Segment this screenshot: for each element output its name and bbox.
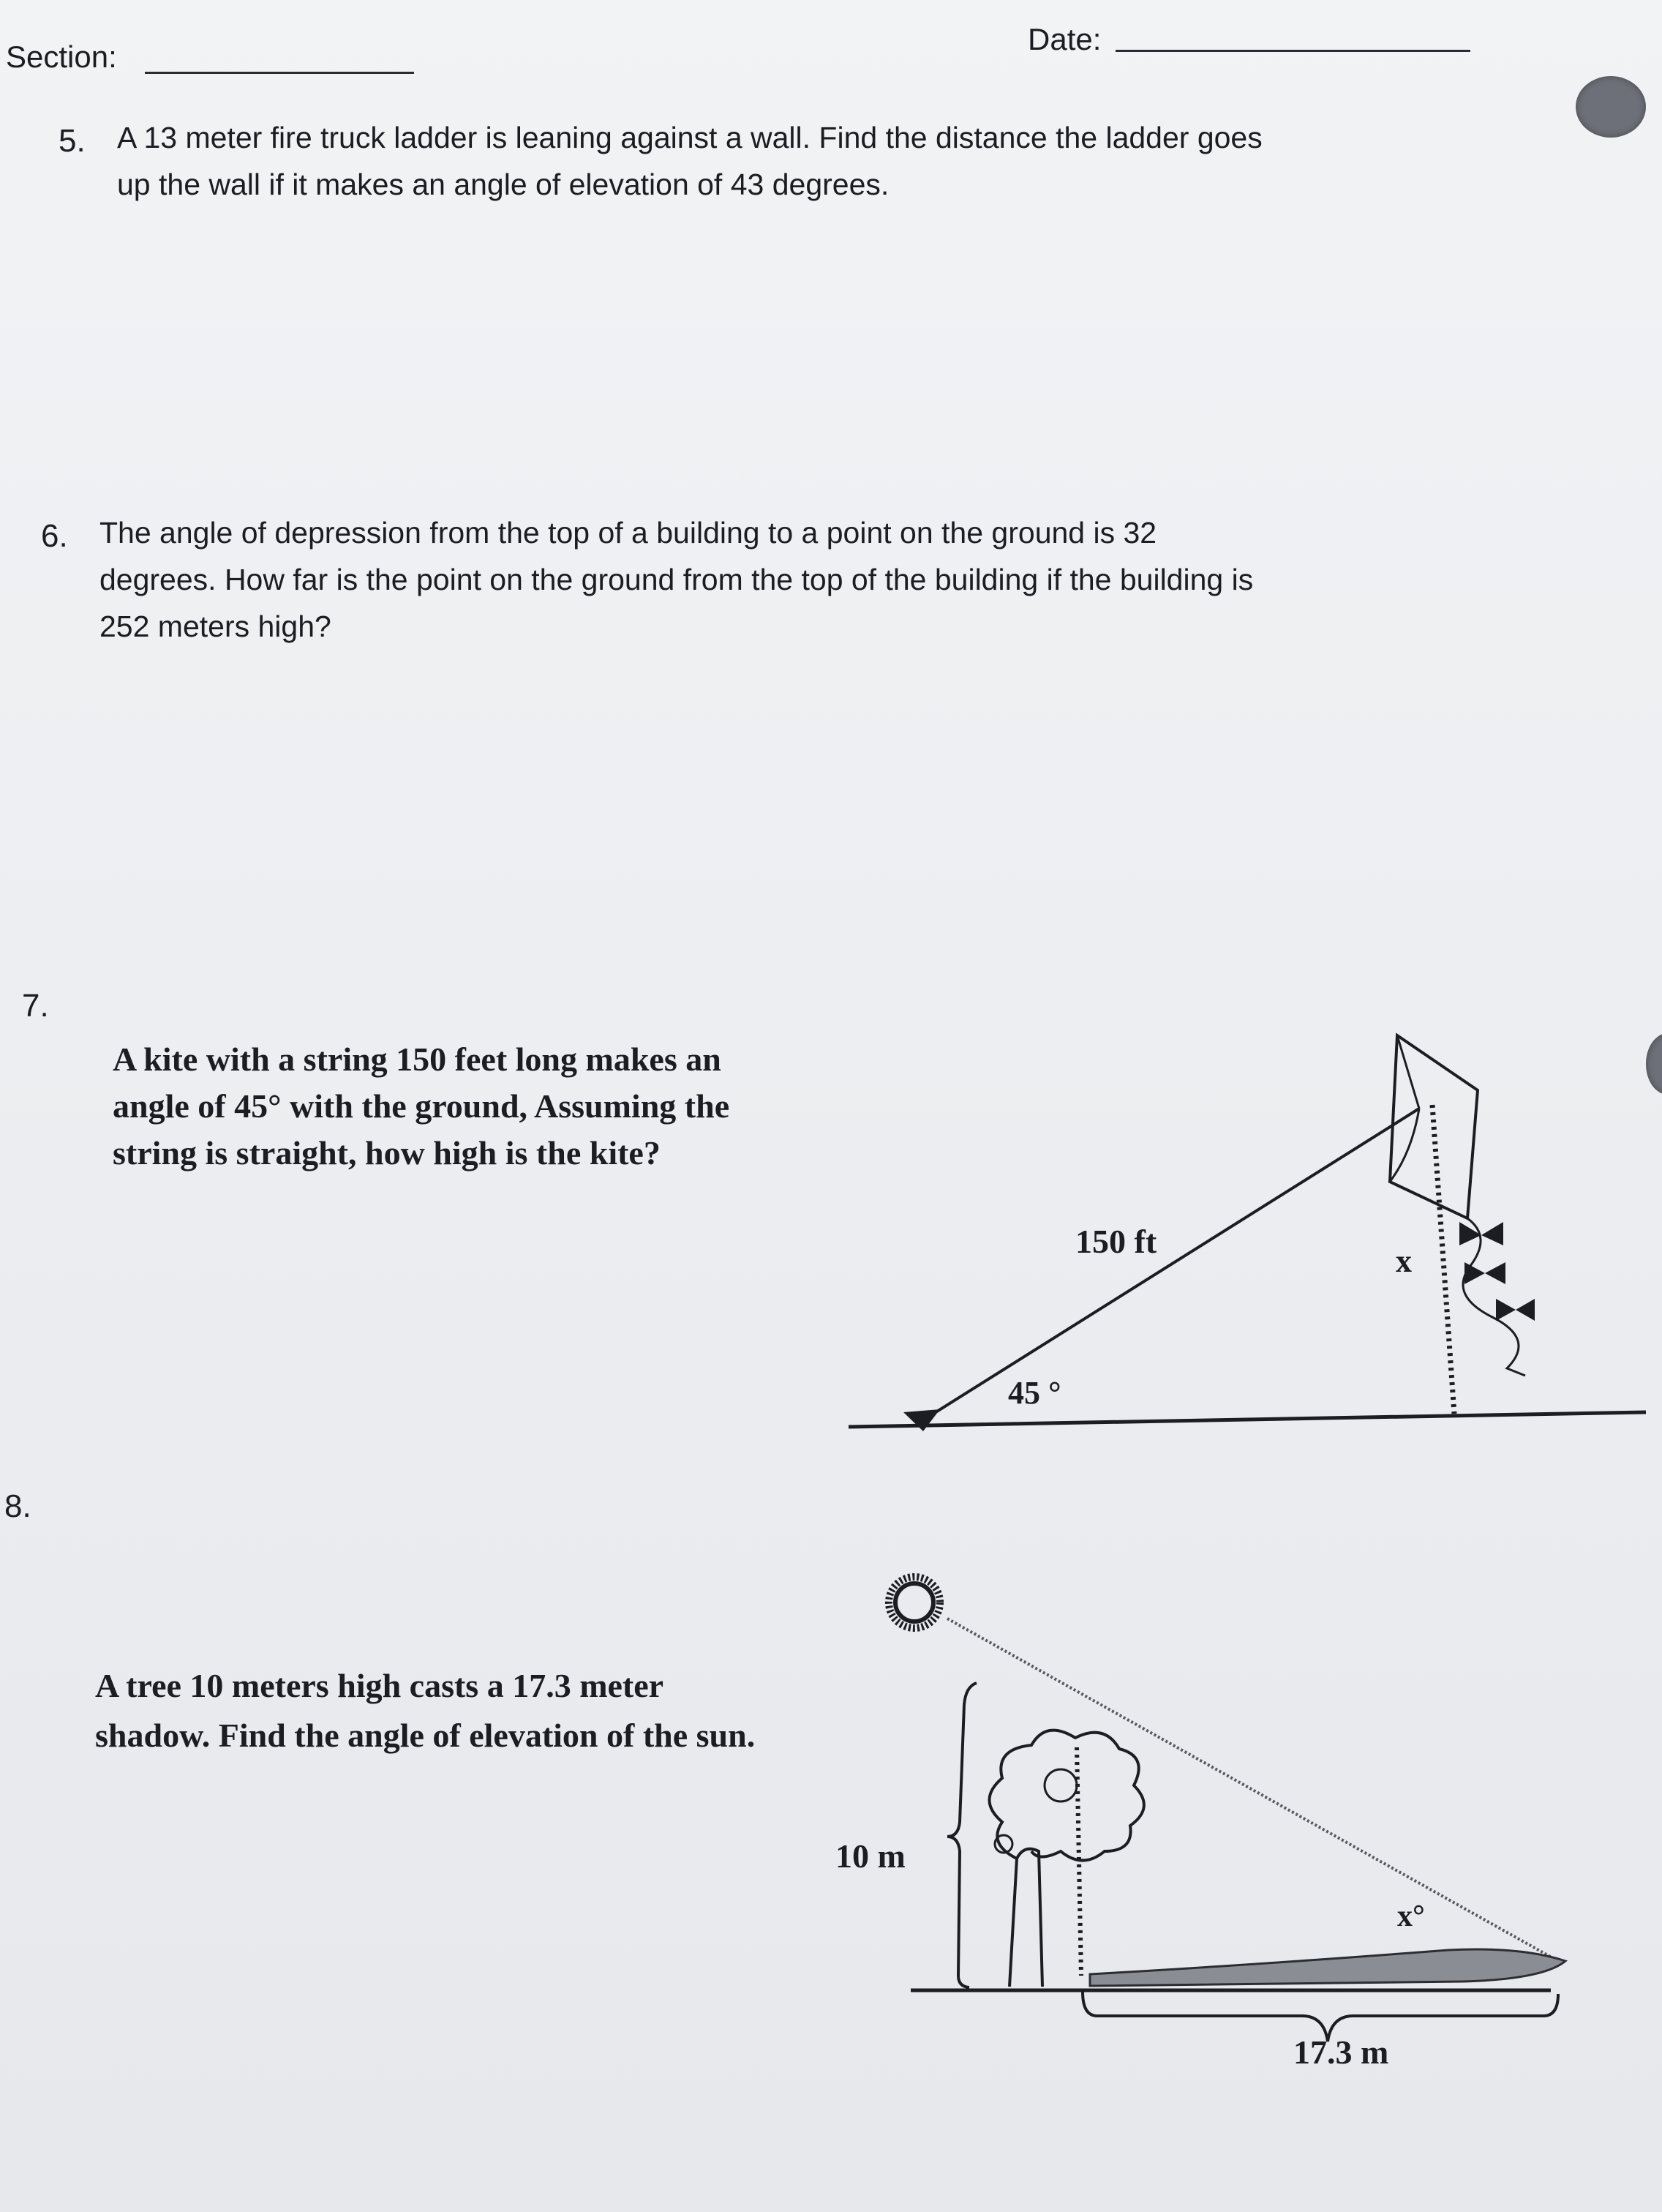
question-6-number: 6. bbox=[41, 518, 68, 554]
tree-shadow bbox=[1090, 1949, 1565, 1986]
tree-trunk bbox=[1009, 1849, 1042, 1987]
text-line: A kite with a string 150 feet long makes an bbox=[113, 1041, 721, 1078]
question-8-text bbox=[95, 1661, 871, 1761]
ground-line bbox=[849, 1412, 1646, 1427]
height-brace bbox=[947, 1683, 977, 1987]
string-length-label: 150 ft bbox=[1075, 1223, 1157, 1260]
question-7-text bbox=[113, 1036, 844, 1177]
question-7-number: 7. bbox=[22, 988, 49, 1024]
date-label: Date: bbox=[1028, 22, 1102, 56]
question-8-number: 8. bbox=[4, 1488, 31, 1524]
text-line: 252 meters high? bbox=[99, 610, 331, 643]
kite-string bbox=[922, 1109, 1419, 1421]
question-6-text bbox=[99, 509, 1563, 650]
text-line: up the wall if it makes an angle of elevation of 43 degrees. bbox=[117, 168, 890, 201]
text-line: The angle of depression from the top of a building to a point on the ground is 32 bbox=[99, 516, 1157, 550]
section-label: Section: bbox=[6, 40, 117, 74]
tree-diagram bbox=[819, 1537, 1595, 2078]
kite-tail bbox=[1463, 1218, 1525, 1376]
text-line: A tree 10 meters high casts a 17.3 meter bbox=[95, 1667, 664, 1704]
question-5-number: 5. bbox=[59, 123, 86, 159]
height-x-label: x bbox=[1396, 1243, 1412, 1279]
text-line: string is straight, how high is the kite? bbox=[113, 1134, 661, 1171]
kite-height-dotted-line bbox=[1432, 1105, 1454, 1414]
date-blank-line bbox=[1116, 50, 1470, 52]
text-line: A 13 meter fire truck ladder is leaning against a wall. Find the distance the ladder goes bbox=[117, 121, 1263, 154]
text-line: angle of 45° with the ground, Assuming the bbox=[113, 1087, 730, 1125]
text-line: degrees. How far is the point on the ground from the top of the building if the building is bbox=[99, 563, 1254, 596]
sun-angle-label: x° bbox=[1397, 1900, 1425, 1933]
sun-icon-ring bbox=[895, 1583, 933, 1621]
binder-hole bbox=[1576, 76, 1646, 138]
shadow-length-label: 17.3 m bbox=[1293, 2033, 1389, 2071]
text-line: shadow. Find the angle of elevation of the sun. bbox=[95, 1717, 756, 1754]
question-5-text bbox=[117, 114, 1507, 208]
section-blank-line bbox=[145, 72, 414, 74]
angle-label: 45 ° bbox=[1008, 1375, 1061, 1411]
tree-height-label: 10 m bbox=[835, 1837, 906, 1875]
kite-bow-icon bbox=[1496, 1299, 1535, 1321]
kite-diagram bbox=[834, 1017, 1653, 1456]
